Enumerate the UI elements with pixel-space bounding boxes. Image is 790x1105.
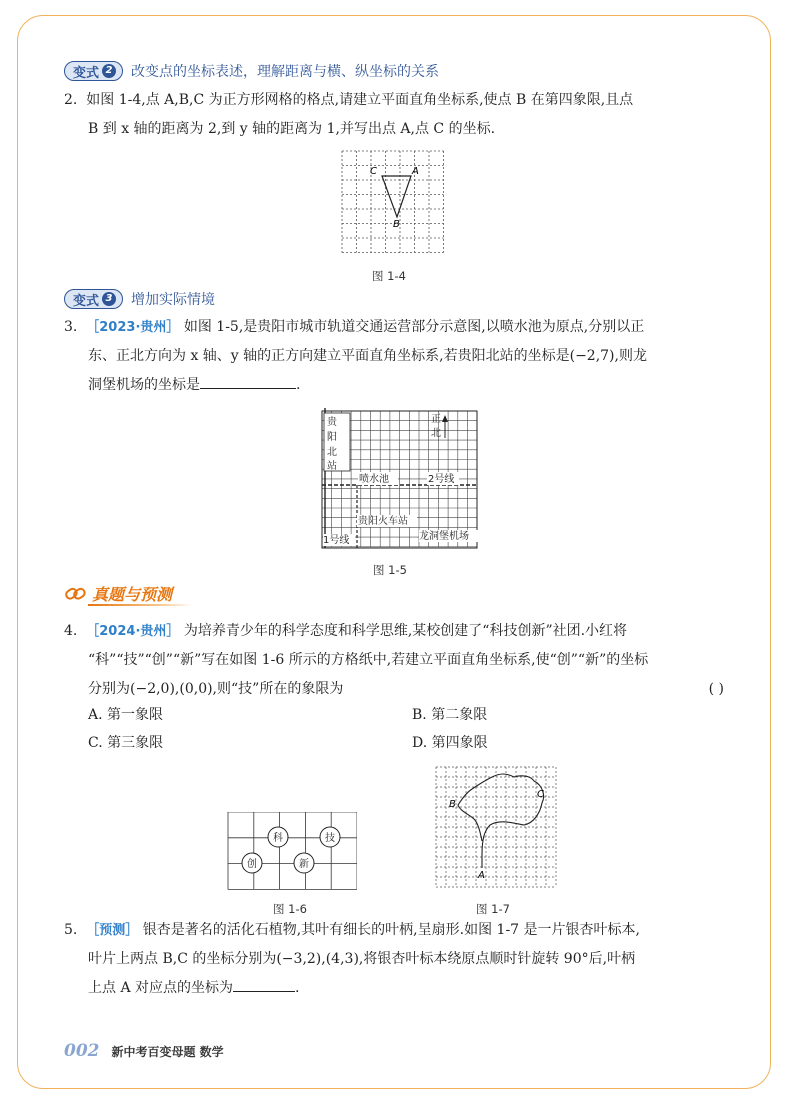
answer-blank[interactable] [233,977,295,992]
svg-text:站: 站 [327,461,337,472]
figure-caption: 图 1-7 [476,902,510,916]
svg-text:北: 北 [431,428,441,439]
variant-number: 3 [102,292,116,306]
page-number: 002 [64,1041,100,1061]
option-b[interactable]: B. 第二象限 [412,707,488,723]
source-tag: ［2024·贵州］ [86,624,180,639]
label-north: 正 [431,414,441,425]
question-text: 如图 1-5,是贵阳市城市轨道交通运营部分示意图,以喷水池为原点,分别以正 [183,319,645,335]
figure-1-4 [340,149,446,256]
question-2 [64,86,734,144]
answer-paren[interactable]: ( ) [708,681,724,697]
variant-3-header [64,289,215,309]
question-text: 叶片上两点 B,C 的坐标分别为(−3,2),(4,3),将银杏叶标本绕原点顺时针旋转 90°后,叶柄 [88,951,636,967]
variant-tag: 变式 2 [64,61,123,81]
source-tag: ［预测］ [86,923,139,938]
question-text: 东、正北方向为 x 轴、y 轴的正方向建立平面直角坐标系,若贵阳北站的坐标是(−2,7),则龙 [88,348,647,364]
question-number: 5. [64,922,78,938]
ginkgo-leaf [458,774,544,868]
figure-caption: 图 1-5 [373,563,407,577]
question-number: 3. [64,319,78,335]
footer [64,1041,224,1061]
label-north-station: 贵 [327,417,337,428]
chain-link-icon [64,584,88,604]
answer-blank[interactable] [200,374,296,389]
question-text: 如图 1-4,点 A,B,C 为正方形网格的格点,请建立平面直角坐标系,使点 B 在第四象限,且点 [86,92,634,108]
label-b: B [393,219,400,230]
label-a: A [412,166,419,177]
question-text: 银杏是著名的活化石植物,其叶有细长的叶柄,呈扇形.如图 1-7 是一片银杏叶标本, [142,922,640,938]
figure-1-6 [227,812,357,890]
figure-caption: 图 1-4 [372,269,406,283]
svg-text:阳: 阳 [327,432,337,443]
figure-1-5 [315,408,485,553]
grid [436,767,556,887]
variant-2-header [64,61,439,81]
char-ke: 科 [273,833,283,844]
label-line-2: 2号线 [428,474,455,485]
label-c: C [537,789,544,800]
question-5: 5. ［预测］ 银杏是著名的活化石植物,其叶有细长的叶柄,呈扇形.如图 1-7 是一片银杏叶标本, 叶片上两点 B,C 的坐标分别为(−3,2),(4,3),将银杏叶标本绕原点顺时针旋转 90°后,叶柄 上点 A 对应点的坐标为 . [64,916,734,1003]
question-text: 上点 A 对应点的坐标为 [88,980,234,996]
option-c[interactable]: C. 第三象限 [88,735,164,751]
label-airport: 龙洞堡机场 [419,531,469,542]
grid [228,812,357,889]
question-text: 分别为(−2,0),(0,0),则“技”所在的象限为 [88,681,344,697]
char-chuang: 创 [247,859,257,870]
north-arrow-icon [442,415,448,422]
triangle-abc [382,176,411,217]
option-a[interactable]: A. 第一象限 [88,707,164,723]
figure-caption: 图 1-6 [273,902,307,916]
char-ji: 技 [325,833,335,844]
section-underline [88,604,192,606]
question-text: 为培养青少年的科学态度和科学思维,某校创建了“科技创新”社团.小红将 [183,623,628,639]
label-line-1: 1号线 [323,535,350,546]
svg-text:北: 北 [327,447,337,458]
label-fountain: 喷水池 [359,474,389,485]
label-a: A [478,870,485,881]
question-3: 3. ［2023·贵州］ 如图 1-5,是贵阳市城市轨道交通运营部分示意图,以喷水池为原点,分别以正 东、正北方向为 x 轴、y 轴的正方向建立平面直角坐标系,若贵阳北站的坐标是(−2,7),则龙 洞堡机场的坐标是 . [64,313,734,400]
figure-1-7 [434,765,558,888]
question-text: 洞堡机场的坐标是 [88,377,200,393]
grid [342,151,444,253]
variant-tag: 变式 3 [64,289,123,309]
variant-number: 2 [102,64,116,78]
question-number: 2. [64,92,78,108]
question-text: B 到 x 轴的距离为 2,到 y 轴的距离为 1,并写出点 A,点 C 的坐标. [88,121,496,137]
label-c: C [370,166,377,177]
label-train-station: 贵阳火车站 [358,516,408,527]
variant-title: 增加实际情境 [131,292,216,308]
variant-title: 改变点的坐标表述，理解距离与横、纵坐标的关系 [131,64,440,80]
question-4 [64,617,734,704]
book-title: 新中考百变母题 数学 [111,1045,224,1059]
section-title: 真题与预测 [92,585,173,604]
source-tag: ［2023·贵州］ [86,320,180,335]
char-xin: 新 [299,859,309,870]
option-d[interactable]: D. 第四象限 [412,735,488,751]
question-number: 4. [64,623,78,639]
section-header [64,582,172,605]
question-text: “科”“技”“创”“新”写在如图 1-6 所示的方格纸中,若建立平面直角坐标系,使“创”“新”的坐标 [88,652,649,668]
label-b: B [449,799,456,810]
